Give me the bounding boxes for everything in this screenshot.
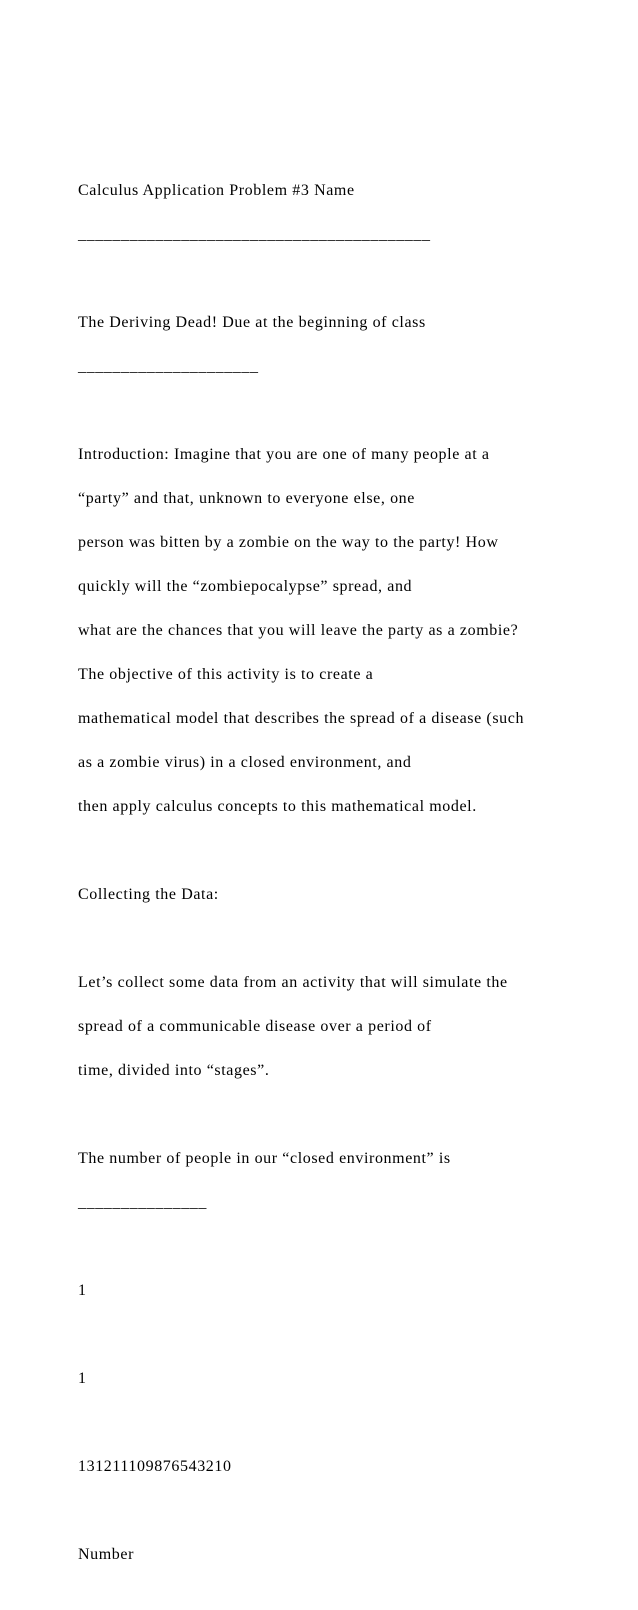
collect-line: spread of a communicable disease over a period of xyxy=(78,1018,432,1035)
intro-line: Introduction: Imagine that you are one of many people at a xyxy=(78,446,490,463)
fragment-block-2 xyxy=(78,1346,618,1412)
title-block xyxy=(78,158,618,268)
fragment-text: Number xyxy=(78,1546,135,1563)
environment-block xyxy=(78,1126,618,1236)
fragment-block-3 xyxy=(78,1434,618,1500)
document-body xyxy=(78,158,618,1610)
environment-blank: _______________ xyxy=(78,1194,207,1211)
intro-line: quickly will the “zombiepocalypse” spread, and xyxy=(78,578,413,595)
introduction-paragraph xyxy=(78,422,618,840)
name-blank: _________________________________________ xyxy=(78,226,431,243)
fragment-text: 131211109876543210 xyxy=(78,1458,232,1475)
intro-line: as a zombie virus) in a closed environment, and xyxy=(78,754,412,771)
subtitle-block xyxy=(78,290,618,400)
intro-line: The objective of this activity is to create a xyxy=(78,666,374,683)
fragment-block-4 xyxy=(78,1522,618,1588)
collecting-paragraph xyxy=(78,950,618,1104)
section-heading-block xyxy=(78,862,618,928)
due-blank: _____________________ xyxy=(78,358,259,375)
section-heading: Collecting the Data: xyxy=(78,886,219,903)
intro-line: person was bitten by a zombie on the way to the party! How xyxy=(78,534,499,551)
intro-line: what are the chances that you will leave the party as a zombie? xyxy=(78,622,519,639)
collect-line: Let’s collect some data from an activity that will simulate the xyxy=(78,974,508,991)
intro-line: mathematical model that describes the spread of a disease (such xyxy=(78,710,525,727)
intro-line: “party” and that, unknown to everyone else, one xyxy=(78,490,415,507)
fragment-text: 1 xyxy=(78,1282,87,1299)
environment-text: The number of people in our “closed environment” is xyxy=(78,1150,451,1167)
fragment-text: 1 xyxy=(78,1370,87,1387)
intro-line: then apply calculus concepts to this mathematical model. xyxy=(78,798,477,815)
fragment-block-1 xyxy=(78,1258,618,1324)
collect-line: time, divided into “stages”. xyxy=(78,1062,270,1079)
document-title: Calculus Application Problem #3 Name xyxy=(78,182,355,199)
document-subtitle: The Deriving Dead! Due at the beginning of class xyxy=(78,314,426,331)
